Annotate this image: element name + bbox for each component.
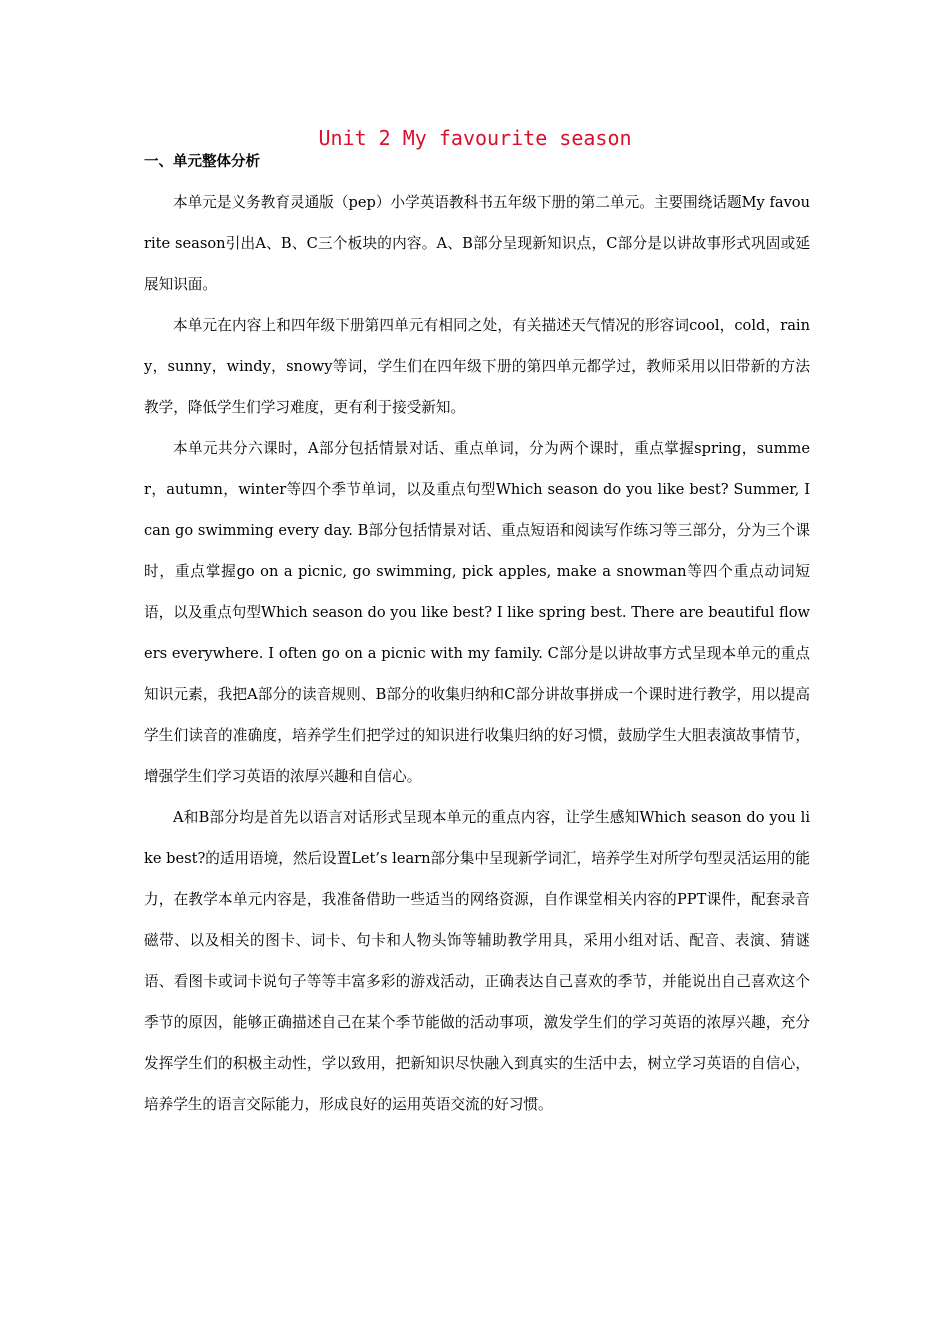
paragraph-4: A和B部分均是首先以语言对话形式呈现本单元的重点内容，让学生感知Which season do you like best?的适用语境，然后设置Let’s learn部分集中呈现新学词汇，培养学生对所学句型灵活运用的能力，在教学本单元内容是，我准备借助一些适当的网络资源，自作课堂相关内容的PPT课件，配套录音磁带、以及相关的图卡、词卡、句卡和人物头饰等辅助教学用具，采用小组对话、配音、表演、猜谜语、看图卡或词卡说句子等等丰富多彩的游戏活动，正确表达自己喜欢的季节，并能说出自己喜欢这个季节的原因，能够正确描述自己在某个季节能做的活动事项，激发学生们的学习英语的浓厚兴趣，充分发挥学生们的积极主动性，学以致用，把新知识尽快融入到真实的生活中去，树立学习英语的自信心，培养学生的语言交际能力，形成良好的运用英语交流的好习惯。 bbox=[144, 809, 810, 1113]
document-title: Unit 2 My favourite season bbox=[318, 126, 632, 150]
paragraph-2: 本单元在内容上和四年级下册第四单元有相同之处，有关描述天气情况的形容词cool，cold，rainy，sunny，windy，snowy等词，学生们在四年级下册的第四单元都学过，教师采用以旧带新的方法教学，降低学生们学习难度，更有利于接受新知。 bbox=[144, 317, 810, 416]
paragraph-3: 本单元共分六课时，A部分包括情景对话、重点单词，分为两个课时，重点掌握spring，summer，autumn，winter等四个季节单词，以及重点句型Which season do you like best? Summer, I can go swimming every day. B部分包括情景对话、重点短语和阅读写作练习等三部分，分为三个课时，重点掌握go on a picnic, go swimming, pick apples, make a snowman等四个重点动词短语，以及重点句型Which season do you like best? I like spring best. There are beautiful flowers everywhere. I often go on a picnic with my family. C部分是以讲故事方式呈现本单元的重点知识元素，我把A部分的读音规则、B部分的收集归纳和C部分讲故事拼成一个课时进行教学，用以提高学生们读音的准确度，培养学生们把学过的知识进行收集归纳的好习惯，鼓励学生大胆表演故事情节，增强学生们学习英语的浓厚兴趣和自信心。 bbox=[144, 440, 810, 785]
paragraph-1: 本单元是义务教育灵通版（pep）小学英语教科书五年级下册的第二单元。主要围绕话题My favourite season引出A、B、C三个板块的内容。A、B部分呈现新知识点，C部分是以讲故事形式巩固或延展知识面。 bbox=[144, 194, 810, 293]
section-heading: 一、单元整体分析 bbox=[144, 154, 260, 170]
document-body bbox=[144, 182, 810, 1125]
